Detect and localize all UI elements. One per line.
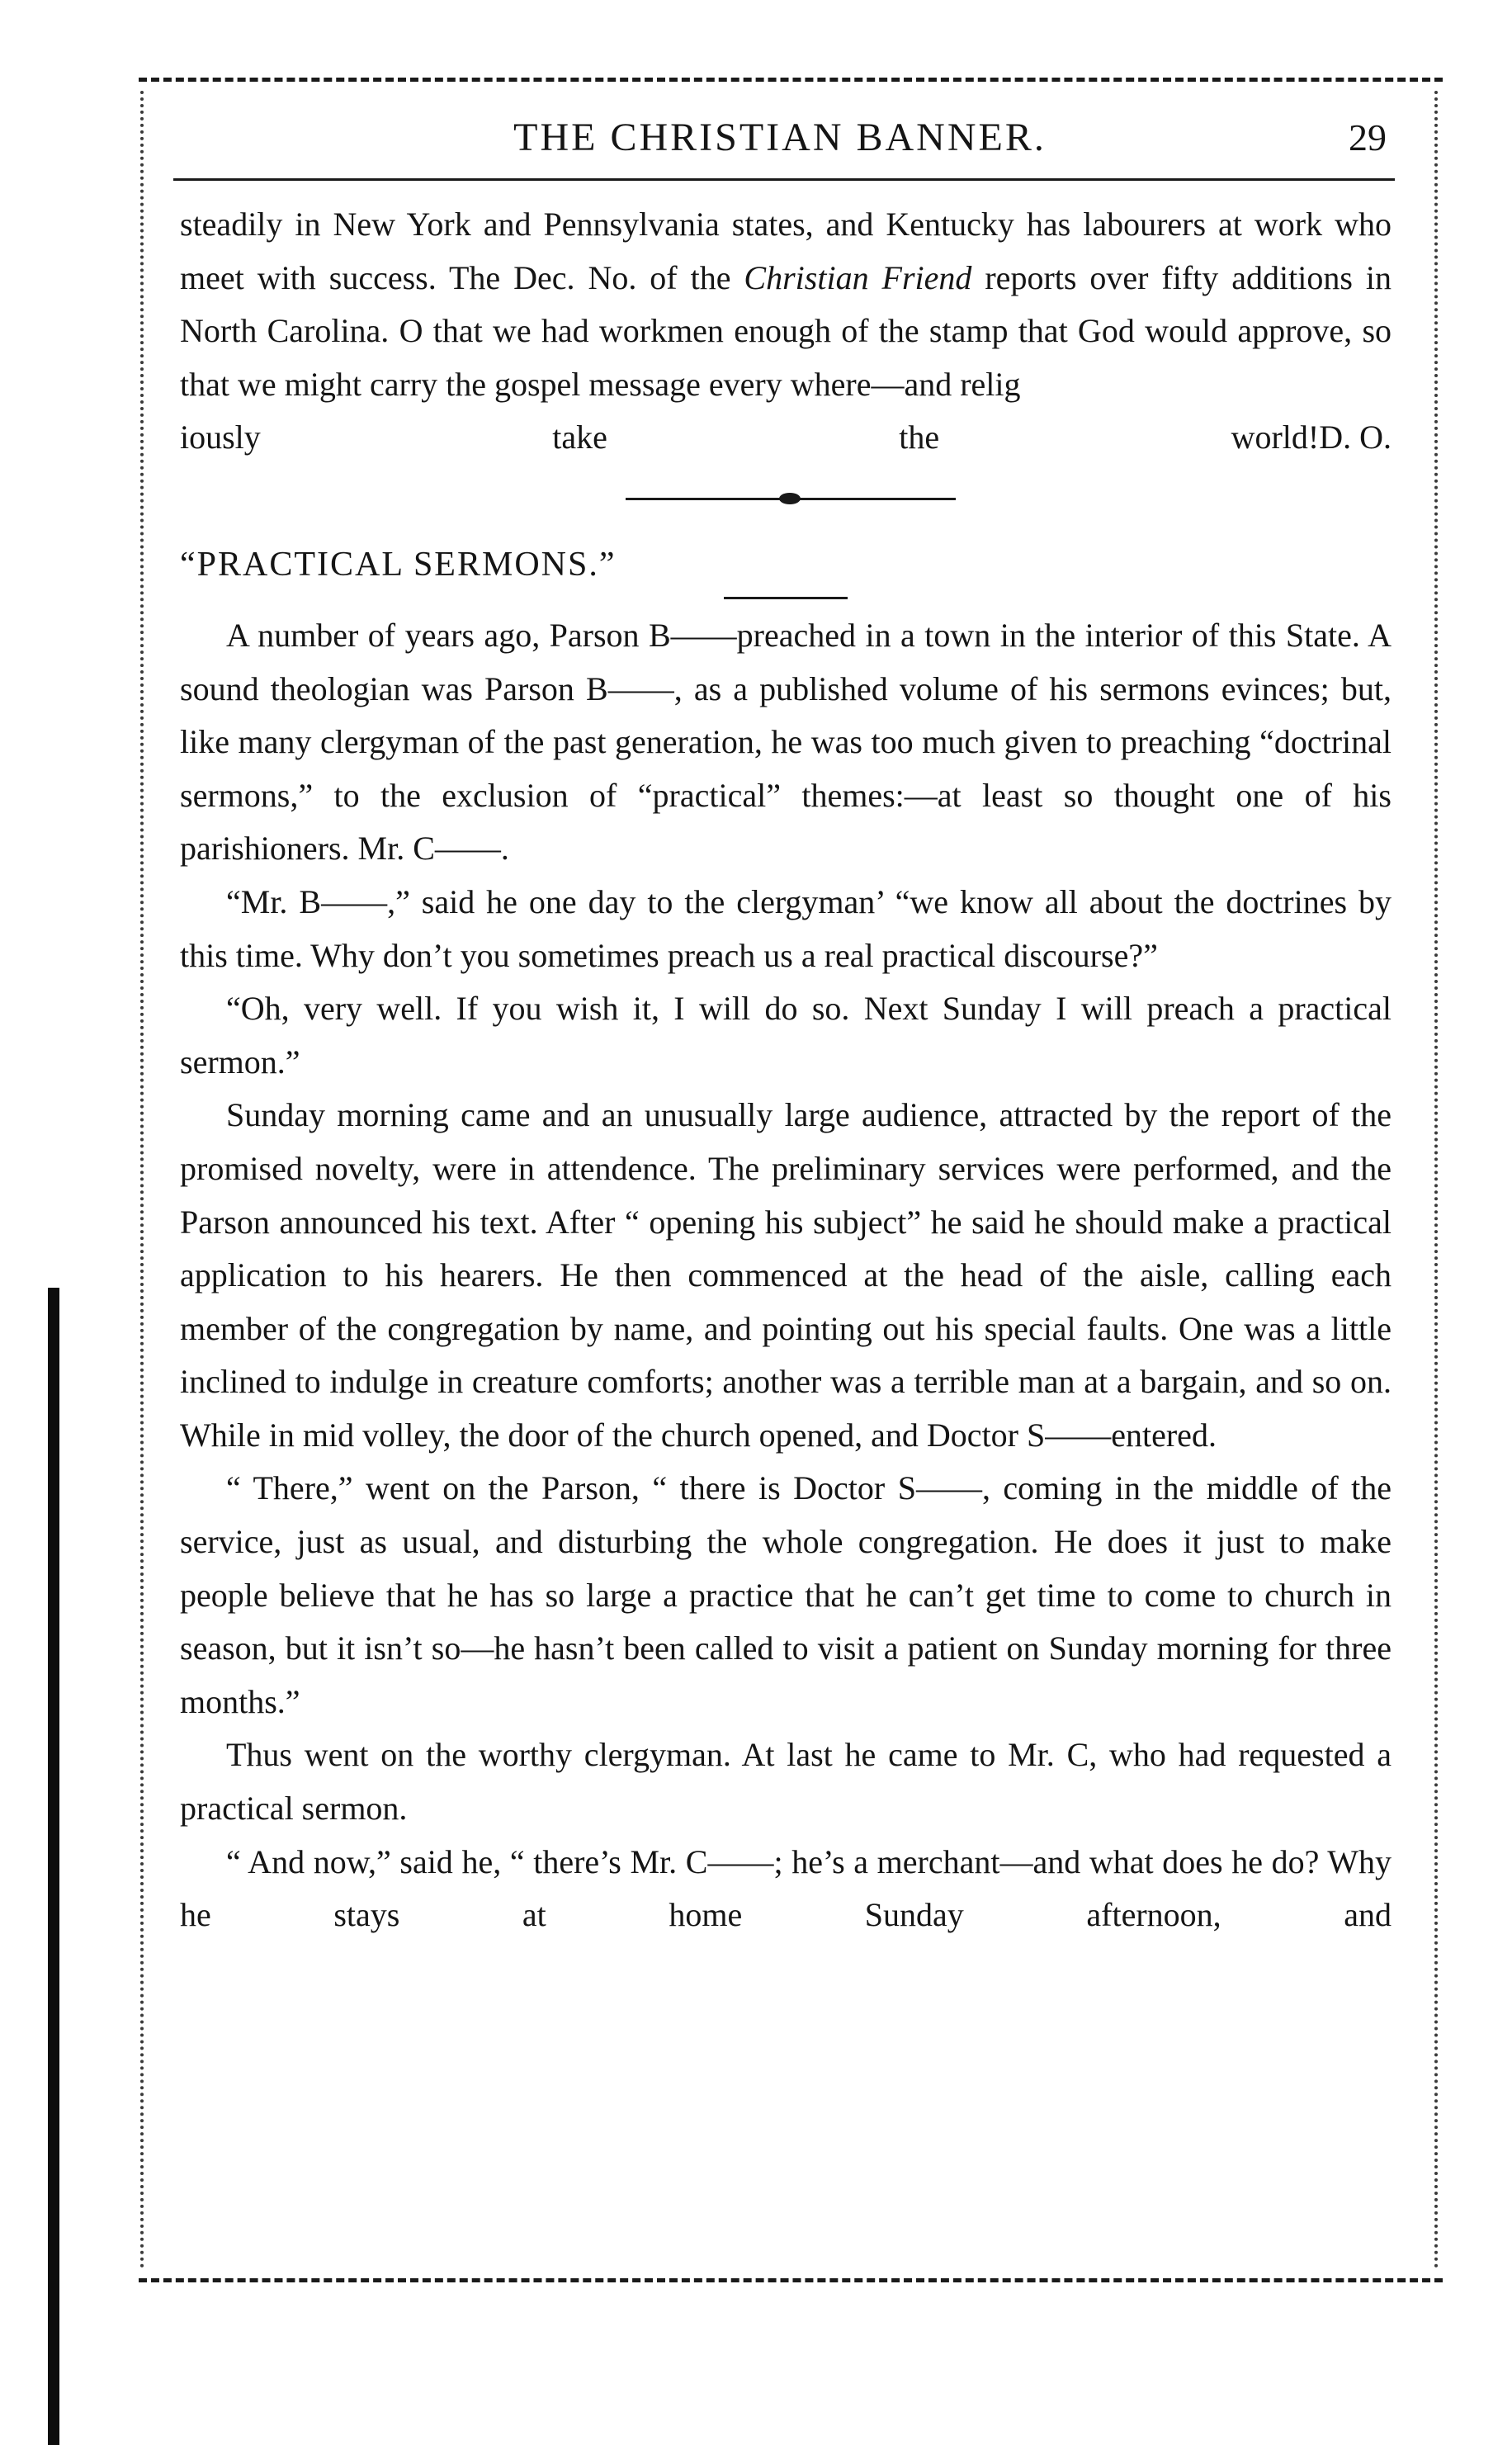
top-dashed-border (139, 78, 1443, 82)
article-title: “PRACTICAL SERMONS.” (180, 545, 617, 584)
article-paragraph-4: Sunday morning came and an unusually large audience, attracted by the report of the promised novelty, were in attendence. The preliminary services were performed, and the Parson announced his text. After “ opening his subject” he said he should make a practical application to his hearers. He then commenced at the head of the aisle, calling each member of the congregation by name, and pointing out his special faults. One was a little inclined to indulge in creature comforts; another was a terrible man at a bargain, and so on. While in mid volley, the door of the church opened, and Doctor S——entered. (180, 1096, 1392, 1454)
left-dotted-border (140, 91, 144, 2270)
closing-line (180, 411, 1392, 465)
article-paragraph-7: “ And now,” said he, “ there’s Mr. C——; he’s a merchant—and what does he do? Why he stays at home Sunday afternoon, and (180, 1842, 1392, 1934)
prev-line-3: reports over fifty additions in North Carolina. O (180, 258, 1392, 350)
running-head (173, 109, 1387, 167)
article-paragraph-3: “Oh, very well. If you wish it, I will do so. Next Sunday I will preach a practical sermon.” (180, 990, 1392, 1081)
header-rule (173, 178, 1395, 181)
prev-line-1: steadily in New York and Pennsylvania states, and Kentucky has (180, 206, 1071, 243)
section-divider (180, 465, 1392, 536)
prev-line-5: so that we might carry the gospel message every where—and relig (180, 312, 1392, 403)
bottom-dashed-border (139, 2278, 1443, 2282)
article-paragraph-6: Thus went on the worthy clergyman. At last he came to Mr. C, who had requested a practical sermon. (180, 1736, 1392, 1828)
binding-shadow (48, 1288, 59, 2445)
periodical-name: Christian Friend (744, 258, 972, 296)
page-number: 29 (1349, 116, 1387, 158)
right-dotted-border (1434, 91, 1438, 2270)
article-paragraph-2: “Mr. B——,” said he one day to the clergyman’ “we know all about the doctrines by this time. Why don’t you sometimes preach us a real practical discourse?” (180, 882, 1392, 974)
author-signature: D. O. (1319, 419, 1392, 456)
divider-ornament (779, 493, 801, 504)
title-underline (724, 597, 848, 599)
article-paragraph-5: “ There,” went on the Parson, “ there is Doctor S——, coming in the middle of the service, just as usual, and disturbing the whole congregation. He does it just to make people believe that he has so large a practice that he can’t get time to come to church in season, but it isn’t so—he hasn’t been called to visit a patient on Sunday morning for three months.” (180, 1469, 1392, 1720)
text-block (180, 198, 1392, 1942)
previous-article-text (180, 198, 1392, 411)
prev-line-4: that we had workmen enough of the stamp that God would approve, (432, 312, 1353, 350)
publication-title: THE CHRISTIAN BANNER. (513, 116, 1047, 159)
prev-line-6: iously take the world! (180, 419, 1320, 456)
article-paragraph-1: A number of years ago, Parson B——preached in a town in the interior of this State. A sound theologian was Parson B——, as a published volume of his sermons evinces; but, like many clergyman of the past generation, he was too much given to preaching “doctrinal sermons,” to the exclusion of “practical” themes:—at least so thought one of his parishioners. Mr. C——. (180, 616, 1392, 868)
prev-line-2: labourers at work who meet with success. The Dec. No. of the (180, 206, 1392, 296)
